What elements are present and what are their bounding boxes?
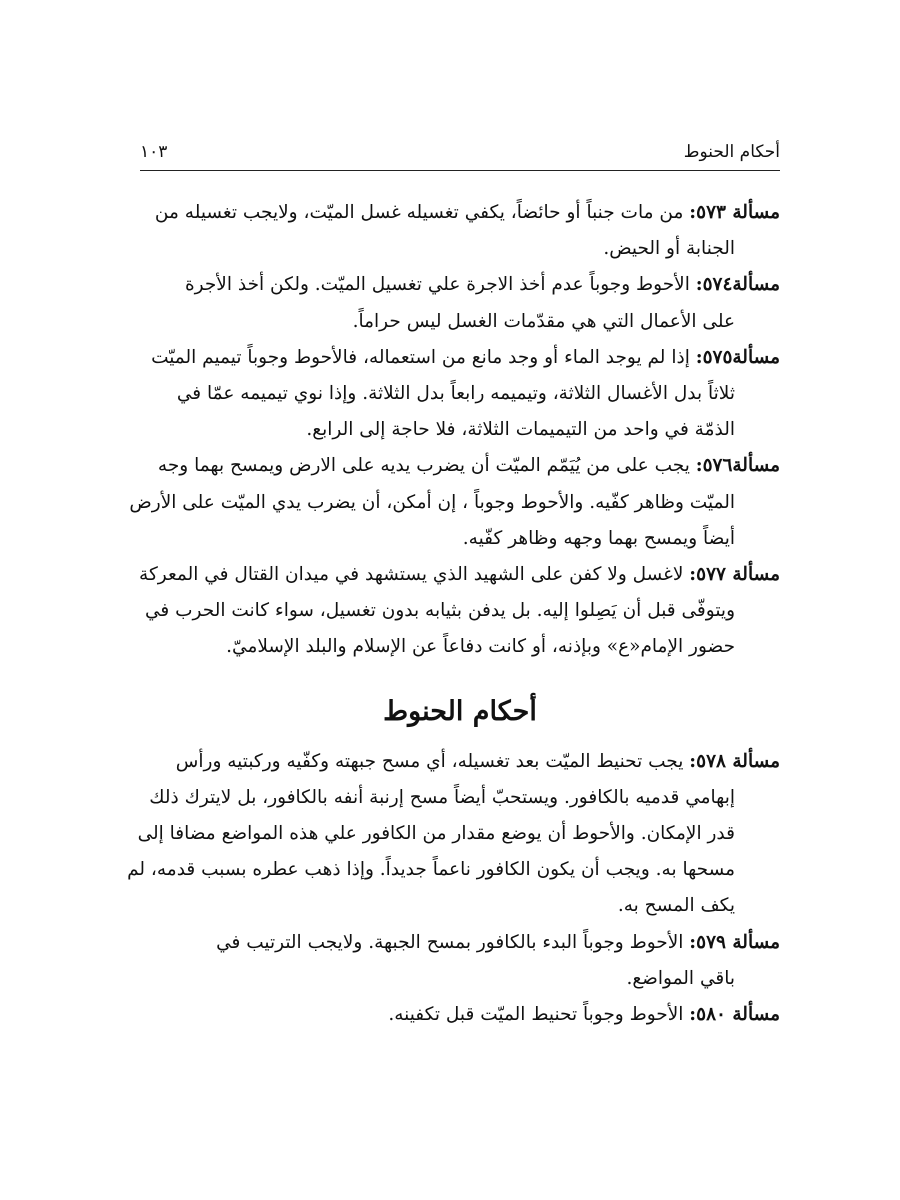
issue-paragraph [140, 557, 780, 666]
issue-text: إبهامي قدميه بالكافور. ويستحبّ أيضاً مسح إرنبة أنفه بالكافور، بل لايترك ذلك [149, 786, 735, 808]
issue-paragraph [127, 744, 780, 925]
issue-text: إذا لم يوجد الماء أو وجد مانع من استعماله، فالأحوط وجوباً تيميم الميّت [151, 346, 690, 368]
text-line [140, 231, 780, 267]
issue-paragraph [140, 925, 780, 997]
text-line [140, 267, 780, 303]
text-line [140, 340, 780, 376]
text-line [127, 852, 780, 888]
issue-text: ثلاثاً بدل الأغسال الثلاثة، وتيميمه رابعاً بدل الثلاثة. وإذا نوي تيميمه عمّا في [176, 383, 735, 405]
text-line [140, 593, 780, 629]
issue-text: الأحوط وجوباً البدء بالكافور بمسح الجبهة. ولايجب الترتيب في [216, 931, 684, 953]
issues-after-section [127, 744, 780, 1034]
text-line [140, 304, 780, 340]
page-body [127, 195, 780, 1033]
issue-paragraph [140, 997, 780, 1033]
issue-paragraph [140, 195, 780, 267]
text-line [129, 485, 780, 521]
issue-number-label: مسألة ٥٧٩: [689, 931, 780, 953]
text-line [140, 412, 780, 448]
text-line [140, 557, 780, 593]
issue-text: الميّت وظاهر كفّيه. والأحوط وجوباً ، إن أمكن، أن يضرب يدي الميّت على الأرض [129, 491, 735, 513]
text-line [140, 376, 780, 412]
text-line [140, 521, 780, 557]
text-line [140, 888, 780, 924]
issue-text: مسحها به. ويجب أن يكون الكافور ناعماً جديداً. وإذا ذهب عطره بسبب قدمه، لم [127, 859, 735, 881]
text-line [140, 961, 780, 997]
issue-text: الأحوط وجوباً عدم أخذ الاجرة علي تغسيل الميّت. ولكن أخذ الأجرة [184, 274, 690, 296]
issue-number-label: مسألة ٥٧٧: [689, 564, 780, 586]
section-title: أحكام الحنوط [383, 695, 537, 727]
issue-text: الجنابة أو الحيض. [603, 238, 735, 260]
issue-number-label: مسألة٥٧٦: [695, 455, 780, 477]
running-title: أحكام الحنوط [683, 142, 780, 162]
issue-number-label: مسألة ٥٨٠: [689, 1004, 780, 1026]
text-line [140, 629, 780, 665]
issue-number-label: مسألة ٥٧٣: [689, 202, 780, 223]
issue-text: يكف المسح به. [617, 895, 735, 917]
issue-text: يجب على من يُيَمّم الميّت أن يضرب يديه على الارض ويمسح بهما وجه [157, 455, 690, 477]
text-line [140, 195, 780, 231]
issue-paragraph [129, 448, 780, 557]
issue-text: باقي المواضع. [626, 967, 735, 989]
issue-text: على الأعمال التي هي مقدّمات الغسل ليس حراماً. [352, 310, 735, 332]
issue-text: ويتوفّى قبل أن يَصِلوا إليه. بل يدفن بثيابه بدون تغسيل، سواء كانت الحرب في [144, 600, 735, 622]
text-line [140, 925, 780, 961]
issue-number-label: مسألة٥٧٤: [695, 274, 780, 296]
issue-number-label: مسألة٥٧٥: [695, 346, 780, 368]
issue-text: يجب تحنيط الميّت بعد تغسيله، أي مسح جبهته وكفّيه وركبتيه ورأس [175, 750, 684, 772]
header-divider [140, 170, 780, 171]
page-header [140, 140, 780, 168]
text-line [140, 780, 780, 816]
issues-before-section [129, 195, 780, 666]
issue-paragraph [140, 267, 780, 339]
issue-text: الذمّة في واحد من التيميمات الثلاثة، فلا حاجة إلى الرابع. [306, 419, 735, 441]
issue-text: حضور الإمام«ع» وبإذنه، أو كانت دفاعاً عن الإسلام والبلد الإسلاميّ. [226, 636, 735, 658]
issue-text: قدر الإمكان. والأحوط أن يوضع مقدار من الكافور علي هذه المواضع مضافا إلى [137, 823, 735, 845]
text-line [140, 744, 780, 780]
text-line [140, 448, 780, 484]
issue-text: لاغسل ولا كفن على الشهيد الذي يستشهد في ميدان القتال في المعركة [139, 564, 684, 586]
issue-number-label: مسألة ٥٧٨: [689, 750, 780, 772]
issue-text: الأحوط وجوباً تحنيط الميّت قبل تكفينه. [388, 1004, 684, 1026]
issue-text: أيضاً ويمسح بهما وجهه وظاهر كفّيه. [462, 527, 735, 549]
text-line [140, 997, 780, 1033]
issue-paragraph [140, 340, 780, 449]
issue-text: من مات جنباً أو حائضاً، يكفي تغسيله غسل الميّت، ولايجب تغسيله من [154, 202, 684, 223]
text-line [137, 816, 780, 852]
page-number: ١٠٣ [140, 142, 168, 162]
